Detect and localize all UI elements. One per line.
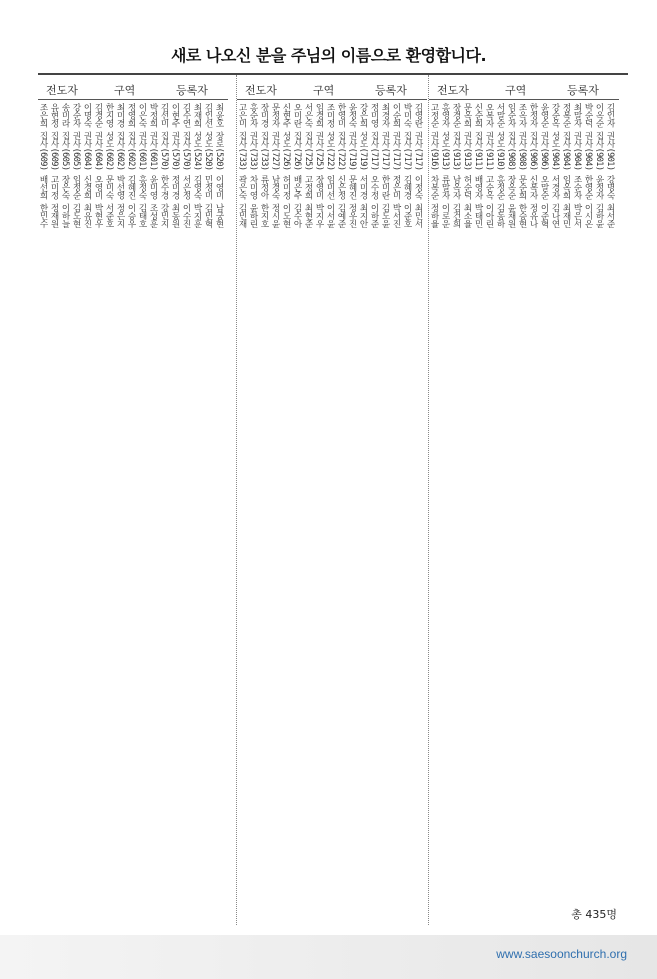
roster-entry: 문옥희 권사(913) 허순덕 최소율: [462, 103, 472, 228]
header-district: 구역: [114, 84, 136, 97]
roster-table: [38, 73, 628, 925]
roster-entry: 유현정 집사(609) 고미정 정재원: [49, 103, 59, 228]
roster-entry: 신현주 성도(726) 허미정 이도현: [281, 103, 291, 228]
roster-entry: 오복자 권사(911) 고순옥 이아린: [484, 103, 494, 228]
roster-entry: 이옥순 집사(901) 윤정자 김하윤: [594, 103, 604, 228]
roster-entry: 김선미 집사(570) 한수경 강민지: [159, 103, 169, 228]
entry-columns: [237, 103, 423, 925]
roster-entry: 고은미 집사(733) 곽은숙 김민재: [237, 103, 247, 228]
roster-entry: 임순자 집사(908) 장옥순 윤채원: [506, 103, 516, 228]
roster-entry: 한영미 집사(722) 신은정 김예준: [336, 103, 346, 228]
roster-entry: 홍순자 권사(733) 차미영 윤하린: [248, 103, 258, 228]
roster-entry: 서은숙 집사(725) 고정희 최현준: [303, 103, 313, 228]
roster-entry: 윤정숙 권사(719) 문혜진 정우진: [347, 103, 357, 228]
header-evangelist: 전도자: [437, 84, 469, 97]
roster-entry: 조은희 집사(609) 배선희 한민수: [38, 103, 48, 228]
panel-header: [38, 77, 228, 100]
roster-entry: 한지영 성도(602) 문미숙 서준호: [104, 103, 114, 228]
roster-entry: 김영란 권사(717) 이정숙 최민서: [413, 103, 423, 228]
panel-header: [237, 77, 427, 100]
roster-entry: 고정순 권사(916) 차복순 정하율: [429, 103, 439, 228]
roster-entry: 강은희 성도(719) 서미경 최지안: [358, 103, 368, 228]
roster-entry: 최윤호 장로(520) 이영미 남궁현: [214, 103, 224, 228]
roster-entry: 강순옥 성도(904) 서경자 김나연: [550, 103, 560, 228]
roster-panel: [428, 75, 619, 925]
roster-entry: 김경순 권사(604) 오영미 박현우: [93, 103, 103, 228]
roster-entry: 한정자 집사(906) 신복자 정유나: [528, 103, 538, 228]
roster-entry: 정복순 집사(904) 임옥희 최재민: [561, 103, 571, 228]
entry-columns: [38, 103, 224, 925]
roster-entry: 임경희 권사(725) 장영미 박지우: [314, 103, 324, 228]
roster-entry: 최재희 성도(524) 김영숙 박지훈: [192, 103, 202, 228]
roster-entry: 김인선 성도(520) 민정미 김민혁: [203, 103, 213, 228]
entry-columns: [429, 103, 615, 925]
roster-entry: 최말자 권사(904) 조순자 박은서: [572, 103, 582, 228]
roster-entry: 문정자 권사(727) 남경숙 정시윤: [270, 103, 280, 228]
roster-entry: 송미라 집사(605) 장은숙 이하늘: [60, 103, 70, 228]
roster-entry: 박미숙 집사(717) 김혜경 이준호: [402, 103, 412, 228]
roster-entry: 이은숙 권사(601) 홍정숙 김태호: [137, 103, 147, 228]
roster-entry: 윤영순 권사(906) 오말순 이준혁: [539, 103, 549, 228]
roster-entry: 박순덕 권사(904) 한영순 이시온: [583, 103, 593, 228]
roster-entry: 김인자 권사(901) 강명숙 최서준: [605, 103, 615, 228]
roster-entry: 서말순 성도(910) 홍정순 김동하: [495, 103, 505, 228]
roster-entry: 신순희 집사(911) 배영자 박태민: [473, 103, 483, 228]
roster-entry: 최미경 집사(602) 박선영 정은지: [115, 103, 125, 228]
header-registrant: 등록자: [567, 84, 599, 97]
roster-entry: 조옥자 권사(908) 문순희 한승현: [517, 103, 527, 228]
roster-entry: 조미정 성도(722) 임미선 이서윤: [325, 103, 335, 228]
header-evangelist: 전도자: [245, 84, 277, 97]
header-evangelist: 전도자: [46, 84, 78, 97]
header-registrant: 등록자: [176, 84, 208, 97]
roster-entry: 장경순 집사(913) 남옥자 김건희: [451, 103, 461, 228]
header-registrant: 등록자: [375, 84, 407, 97]
roster-entry: 장미경 집사(733) 류정아 한지호: [259, 103, 269, 228]
panel-header: [429, 77, 619, 100]
roster-entry: 정영희 집사(602) 김혜진 이승우: [126, 103, 136, 228]
roster-entry: 이순희 권사(717) 정은미 박서진: [391, 103, 401, 228]
roster-entry: 오미란 집사(726) 배은주 김수아: [292, 103, 302, 228]
roster-entry: 홍영자 성도(913) 류말자 이로운: [440, 103, 450, 228]
roster-entry: 김수연 집사(570) 서은정 이수진: [181, 103, 191, 228]
website-link[interactable]: www.saesoonchurch.org: [496, 947, 627, 961]
roster-entry: 강순자 권사(605) 임정순 김도현: [71, 103, 81, 228]
page-title: 새로 나오신 분을 주님의 이름으로 환영합니다.: [170, 46, 487, 65]
header-district: 구역: [505, 84, 527, 97]
header-district: 구역: [313, 84, 335, 97]
roster-entry: 이명숙 권사(604) 신경희 최유진: [82, 103, 92, 228]
roster-entry: 최경자 권사(717) 한미란 김도윤: [380, 103, 390, 228]
roster-panel: [236, 75, 427, 925]
total-count: 총 435명: [571, 908, 617, 921]
roster-panel: [38, 75, 228, 925]
roster-entry: 박정희 권사(601) 윤미영 조성훈: [148, 103, 158, 228]
roster-entry: 정미영 집사(717) 오수정 이하준: [369, 103, 379, 228]
roster-entry: 이현주 권사(570) 정미경 최동원: [170, 103, 180, 228]
